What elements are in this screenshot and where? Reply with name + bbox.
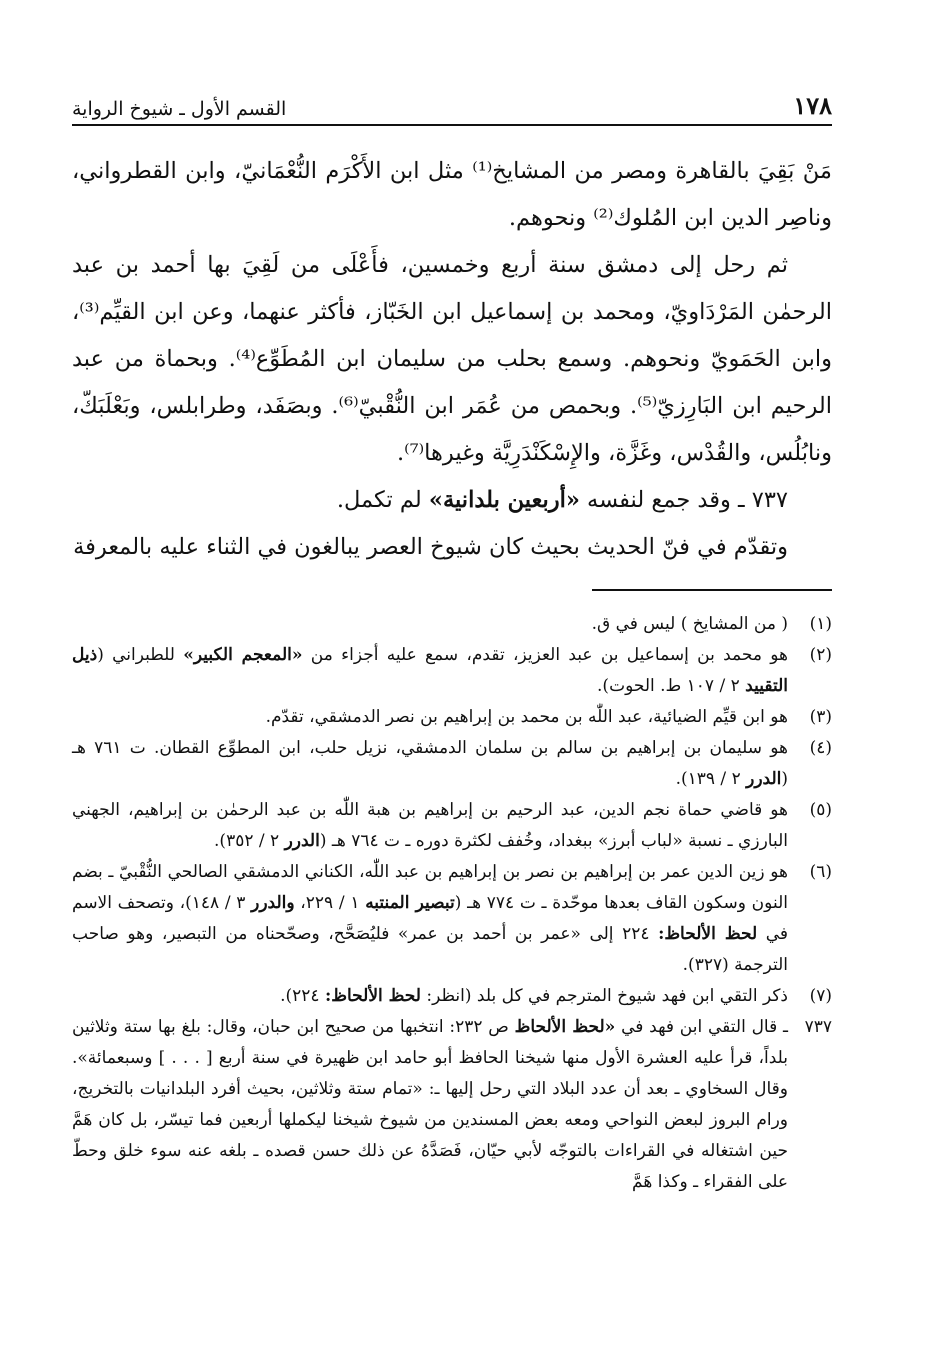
page-header bbox=[72, 84, 832, 126]
footnote-1 bbox=[72, 609, 832, 640]
footnote-text-part: ٢ / ١٣٩). bbox=[675, 769, 747, 789]
footnote-text-part: ٢ / ١٠٧ ط. الحوت). bbox=[597, 676, 746, 696]
entry-737 bbox=[72, 477, 832, 524]
footnotes bbox=[72, 609, 832, 1198]
footnote-bold-title: «لحظ الألحاظ bbox=[514, 1017, 616, 1037]
footnote-text bbox=[72, 733, 788, 795]
footnote-737 bbox=[72, 1012, 832, 1198]
footnote-number: (٧) bbox=[809, 986, 832, 1006]
footnote-text bbox=[72, 640, 788, 702]
footnote-bold-title: تبصير المنتبه bbox=[365, 893, 455, 913]
footnote-5 bbox=[72, 795, 832, 857]
footnote-7 bbox=[72, 981, 832, 1012]
footnote-text bbox=[72, 609, 788, 640]
footnote-2 bbox=[72, 640, 832, 702]
footnote-text-part: هو قاضي حماة نجم الدين، عبد الرحيم بن إبراهيم بن هبة اللّٰه بن عبد الرحمٰن بن إبراهيم، الجهني البارزي ـ نسبة «لباب أبرز» ببغداد، وخُفف لكثرة دوره ـ ت ٧٦٤ هـ ( bbox=[72, 800, 788, 851]
footnote-text-part: ٢ / ٣٥٢). bbox=[214, 831, 285, 851]
footnote-number: (٢) bbox=[809, 645, 832, 665]
entry-737-title: «أربعين بلدانية» bbox=[428, 487, 580, 513]
footnote-text-part: ( من المشايخ ) ليس في ق. bbox=[591, 614, 788, 634]
footnote-text-part: هو محمد بن إسماعيل بن عبد العزيز، تقدم، سمع عليه أجزاء من bbox=[302, 645, 788, 665]
paragraph-4: وتقدّم في فنّ الحديث بحيث كان شيوخ العصر يبالغون في الثناء عليه بالمعرفة bbox=[73, 534, 788, 560]
footnote-text bbox=[72, 857, 788, 981]
footnote-4 bbox=[72, 733, 832, 795]
footnote-text-part: ذكر التقي ابن فهد شيوخ المترجم في كل بلد (انظر: bbox=[420, 986, 788, 1006]
footnote-bold-title: الدرر bbox=[746, 769, 782, 789]
footnote-text-part: ص ٢٣٢: انتخبها من صحيح ابن حبان، وقال: بلغ بها ستة وثلاثين بلداً، قرأ عليه العشرة الأول منها شيخنا الحافظ أبو حامد ابن ظهيرة في سنة أربع [ . . . ] وسبعمائة». وقال السخاوي ـ بعد أن عدد البلاد التي رحل إليها ـ: «تمام ستة وثلاثين، بحيث أفرد البلدانيات بالتخريج، ورام البروز لبعض النواحي ومعه بعض المسندين من شيوخ شيخنا ليكملها أربعين فما تيسّر، بل كان هَمَّ حين اشتغاله في القراءات بالتوجّه لأبي حيّان، فَصَدَّهُ عن ذلك حسن قصده ـ بلغه عنه سوء خلق وحطّ على الفقراء ـ وكذا هَمَّ bbox=[72, 1017, 788, 1192]
footnote-separator bbox=[592, 589, 832, 591]
footnote-text-part: ٢٢٤ إلى «عمر بن أحمد بن عمر» فليُصَحَّح، وصحّحناه من التبصير، وهو صاحب الترجمة (٣٢٧). bbox=[72, 924, 788, 975]
running-head: القسم الأول ـ شيوخ الرواية bbox=[72, 98, 287, 120]
footnote-text-part: ١ / ٢٢٩، bbox=[294, 893, 366, 913]
footnote-number: (٤) bbox=[809, 738, 832, 758]
entry-737-suffix: لم تكمل. bbox=[336, 487, 429, 513]
footnote-text-part: هو زين الدين عمر بن إبراهيم بن نصر بن إبراهيم بن عبد اللّٰه، الكناني الدمشقي الصالحي النُّقْبيّ ـ بضم النون وسكون القاف بعدها موحّدة ـ ت ٧٧٤ هـ ( bbox=[72, 862, 788, 913]
footnote-text bbox=[72, 1012, 788, 1198]
footnote-text-part: ٢٢٤). bbox=[280, 986, 325, 1006]
footnote-text bbox=[72, 795, 788, 857]
footnote-bold-title: «المعجم الكبير» bbox=[183, 645, 303, 665]
footnote-6 bbox=[72, 857, 832, 981]
footnote-number: ٧٣٧ bbox=[804, 1017, 832, 1037]
main-text bbox=[72, 148, 832, 571]
footnote-3 bbox=[72, 702, 832, 733]
paragraph-1: مَنْ بَقِيَ بالقاهرة ومصر من المشايخ⁽¹⁾ مثل ابن الأَكْرَم النُّعْمَانيّ، وابن القطرواني، وناصِر الدين ابن المُلوك⁽²⁾ ونحوهم. bbox=[72, 158, 832, 231]
footnote-bold-title: لحظ الألحاظ: bbox=[658, 924, 758, 944]
footnote-bold-title: الدرر bbox=[284, 831, 320, 851]
footnote-text bbox=[72, 981, 788, 1012]
footnote-bold-title: والدرر bbox=[251, 893, 295, 913]
footnote-number: (٣) bbox=[809, 707, 832, 727]
footnote-text-part: هو ابن قيِّم الضيائية، عبد اللّٰه بن محمد بن إبراهيم بن نصر الدمشقي، تقدّم. bbox=[265, 707, 788, 727]
document-page bbox=[72, 84, 832, 1314]
page-number: ١٧٨ bbox=[793, 91, 832, 120]
footnote-bold-title: ذيل التقييد bbox=[72, 645, 788, 696]
entry-737-prefix: ٧٣٧ ـ وقد جمع لنفسه bbox=[579, 487, 788, 513]
footnote-text-part: للطبراني ( bbox=[97, 645, 184, 665]
footnote-text bbox=[72, 702, 788, 733]
footnote-text-part: هو سليمان بن إبراهيم بن سالم بن سلمان الدمشقي، نزيل حلب، ابن المطوِّع القطان. ت ٧٦١ هـ ( bbox=[72, 738, 788, 789]
paragraph-2: ثم رحل إلى دمشق سنة أربع وخمسين، فأَعْلَى من لَقِيَ بها أحمد بن عبد الرحمٰن المَرْدَاويّ، ومحمد بن إسماعيل ابن الخَبّاز، فأكثر عنهما، وعن ابن القيِّم⁽³⁾، وابن الحَمَويّ ونحوهم. وسمع بحلب من سليمان ابن المُطَوِّع⁽⁴⁾. وبحماة من عبد الرحيم ابن البَارِزيّ⁽⁵⁾. وبحمص من عُمَر ابن النُّقْبيّ⁽⁶⁾. وبصَفَد، وطرابلس، وبَعْلَبَكّ، ونابُلُس، والقُدْس، وغَزَّة، والإِسْكَنْدَرِيَّة وغيرها⁽⁷⁾. bbox=[72, 252, 832, 466]
footnote-text-part: ٣ / ١٤٨)، وتصحف الاسم في bbox=[72, 893, 789, 944]
footnote-bold-title: لحظ الألحاظ: bbox=[324, 986, 421, 1006]
footnote-number: (٥) bbox=[809, 800, 832, 820]
footnote-text-part: ـ قال التقي ابن فهد في bbox=[615, 1017, 788, 1037]
footnote-number: (٦) bbox=[809, 862, 832, 882]
footnote-number: (١) bbox=[809, 614, 832, 634]
